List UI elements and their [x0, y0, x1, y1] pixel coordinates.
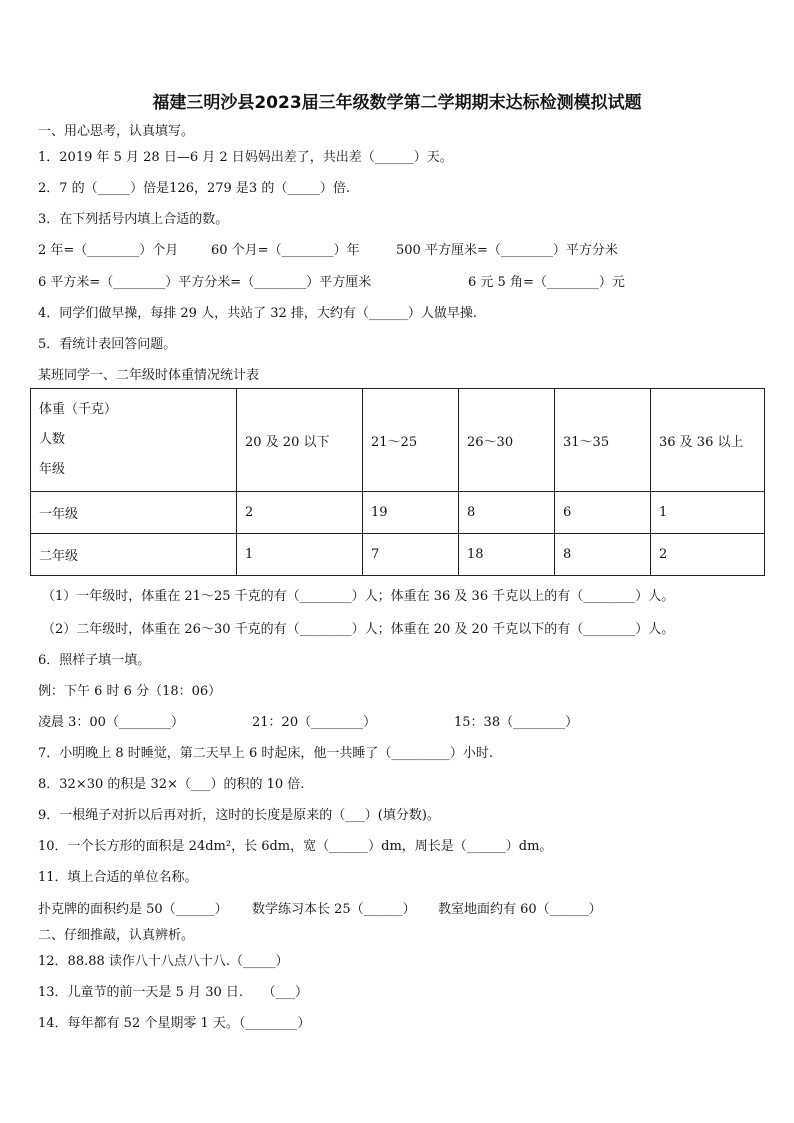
question-6-example: 例：下午 6 时 6 分（18：06）	[38, 684, 222, 699]
question-10: 10．一个长方形的面积是 24dm²，长 6dm，宽（______）dm，周长是（______）dm。	[38, 839, 553, 854]
table-cell: 8	[555, 534, 651, 576]
question-6-item: 21：20（________）	[252, 715, 377, 730]
header-label-grade: 年级	[39, 462, 66, 477]
section-1-heading: 一、用心思考，认真填写。	[38, 124, 195, 139]
table-cell: 2	[651, 534, 765, 576]
weight-statistics-table	[30, 388, 765, 576]
question-9: 9．一根绳子对折以后再对折，这时的长度是原来的（___）(填分数)。	[38, 808, 440, 823]
table-cell: 18	[459, 534, 555, 576]
row-label: 二年级	[31, 534, 237, 576]
question-13: 13．儿童节的前一天是 5 月 30 日. （___）	[38, 985, 309, 1000]
section-2-heading: 二、仔细推敲，认真辨析。	[38, 928, 195, 943]
question-1: 1．2019 年 5 月 28 日—6 月 2 日妈妈出差了，共出差（______）天。	[38, 150, 453, 165]
question-11: 11．填上合适的单位名称。	[38, 870, 198, 885]
table-cell: 19	[363, 492, 459, 534]
row-label: 一年级	[31, 492, 237, 534]
question-3-item-area-m: 6 平方米=（________）平方分米=（________）平方厘米	[38, 275, 372, 290]
question-2: 2．7 的（_____）倍是126，279 是3 的（_____）倍.	[38, 181, 350, 196]
table-header-row	[31, 389, 765, 492]
table-row	[31, 534, 765, 576]
page-title: 福建三明沙县2023届三年级数学第二学期期末达标检测模拟试题	[152, 93, 642, 113]
question-11-item: 教室地面约有 60（______）	[438, 902, 602, 917]
column-header: 36 及 36 以上	[651, 389, 765, 492]
question-3: 3．在下列括号内填上合适的数。	[38, 212, 229, 227]
question-3-item-area-cm: 500 平方厘米=（________）平方分米	[396, 243, 618, 258]
question-12: 12．88.88 读作八十八点八十八.（_____）	[38, 954, 289, 969]
column-header: 26～30	[459, 389, 555, 492]
table-cell: 7	[363, 534, 459, 576]
table-header-corner	[31, 389, 237, 492]
question-5-part-2: （2）二年级时，体重在 26～30 千克的有（________）人；体重在 20 及 20 千克以下的有（________）人。	[42, 622, 675, 637]
question-3-item-money: 6 元 5 角=（________）元	[468, 275, 625, 290]
question-7: 7．小明晚上 8 时睡觉，第二天早上 6 时起床，他一共睡了（_________）小时.	[38, 746, 493, 761]
table-caption: 某班同学一、二年级时体重情况统计表	[38, 368, 260, 383]
question-14: 14．每年都有 52 个星期零 1 天。（________）	[38, 1016, 311, 1031]
question-11-item: 数学练习本长 25（______）	[252, 902, 416, 917]
table-cell: 1	[237, 534, 363, 576]
table-cell: 1	[651, 492, 765, 534]
question-6-item: 凌晨 3：00（________）	[38, 715, 184, 730]
table-row	[31, 492, 765, 534]
table-cell: 8	[459, 492, 555, 534]
question-5: 5．看统计表回答问题。	[38, 337, 177, 352]
table-cell: 2	[237, 492, 363, 534]
column-header: 31～35	[555, 389, 651, 492]
question-11-item: 扑克牌的面积约是 50（______）	[38, 902, 228, 917]
question-3-item-years: 2 年=（________）个月	[38, 243, 179, 258]
question-5-part-1: （1）一年级时，体重在 21～25 千克的有（________）人；体重在 36 及 36 千克以上的有（________）人。	[42, 589, 675, 604]
column-header: 21～25	[363, 389, 459, 492]
question-6: 6．照样子填一填。	[38, 653, 151, 668]
column-header: 20 及 20 以下	[237, 389, 363, 492]
table-cell: 6	[555, 492, 651, 534]
header-label-count: 人数	[39, 432, 66, 447]
header-label-weight: 体重（千克）	[39, 402, 118, 417]
question-6-item: 15：38（________）	[454, 715, 579, 730]
question-3-item-months: 60 个月=（________）年	[211, 243, 360, 258]
question-8: 8．32×30 的积是 32×（___）的积的 10 倍.	[38, 777, 305, 792]
question-4: 4．同学们做早操，每排 29 人，共站了 32 排，大约有（______）人做早操.	[38, 306, 478, 321]
